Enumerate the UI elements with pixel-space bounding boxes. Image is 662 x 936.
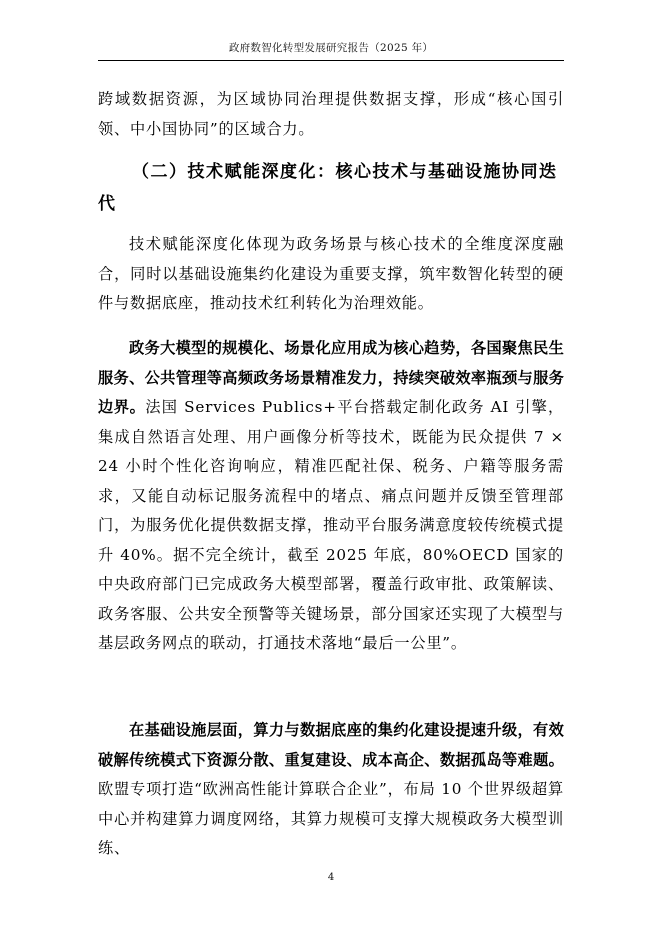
header-divider [98,60,564,61]
paragraph-lead-sentence: 政务大模型的规模化、场景化应用成为核心趋势，各国聚焦民生服务、公共管理等高频政务场景精准发力，持续突破效率瓶颈与服务边界。 [98,339,564,416]
section-heading: （二）技术赋能深度化：核心技术与基础设施协同迭代 [98,162,558,214]
paragraph-intro: 技术赋能深度化体现为政务场景与核心技术的全维度深度融合，同时以基础设施集约化建设为重要支撑，筑牢数智化转型的硬件与数据底座，推动技术红利转化为治理效能。 [98,235,564,312]
paragraph-gov-models [98,334,564,659]
page-number: 4 [327,872,335,883]
paragraph-lead-sentence: 在基础设施层面，算力与数据底座的集约化建设提速升级，有效破解传统模式下资源分散、重复建设、成本高企、数据孤岛等难题。 [98,721,564,769]
running-header: 政府数智化转型发展研究报告（2025 年） [228,42,434,54]
paragraph-infrastructure [98,716,564,864]
paragraph-body: 欧盟专项打造“欧洲高性能计算联合企业”，布局 10 个世界级超算中心并构建算力调度网络，其算力规模可支撑大规模政务大模型训练、 [98,780,564,857]
paragraph-body: 法国 Services Publics+平台搭载定制化政务 AI 引擎，集成自然语言处理、用户画像分析等技术，既能为民众提供 7 × 24 小时个性化咨询响应，精准匹配社保、税务、户籍等服务需求，又能自动标记服务流程中的堵点、痛点问题并反馈至管理部门，为服务优化提供数据支撑，推动平台服务满意度较传统模式提升 40%。据不完全统计，截至 2025 年底，80%OECD 国家的中央政府部门已完成政务大模型部署，覆盖行政审批、政策解读、政务客服、公共安全预警等关键场景，部分国家还实现了大模型与基层政务网点的联动，打通技术落地“最后一公里”。 [98,398,564,652]
paragraph-continued: 跨域数据资源，为区域协同治理提供数据支撑，形成“核心国引领、中小国协同”的区域合力。 [98,90,564,138]
